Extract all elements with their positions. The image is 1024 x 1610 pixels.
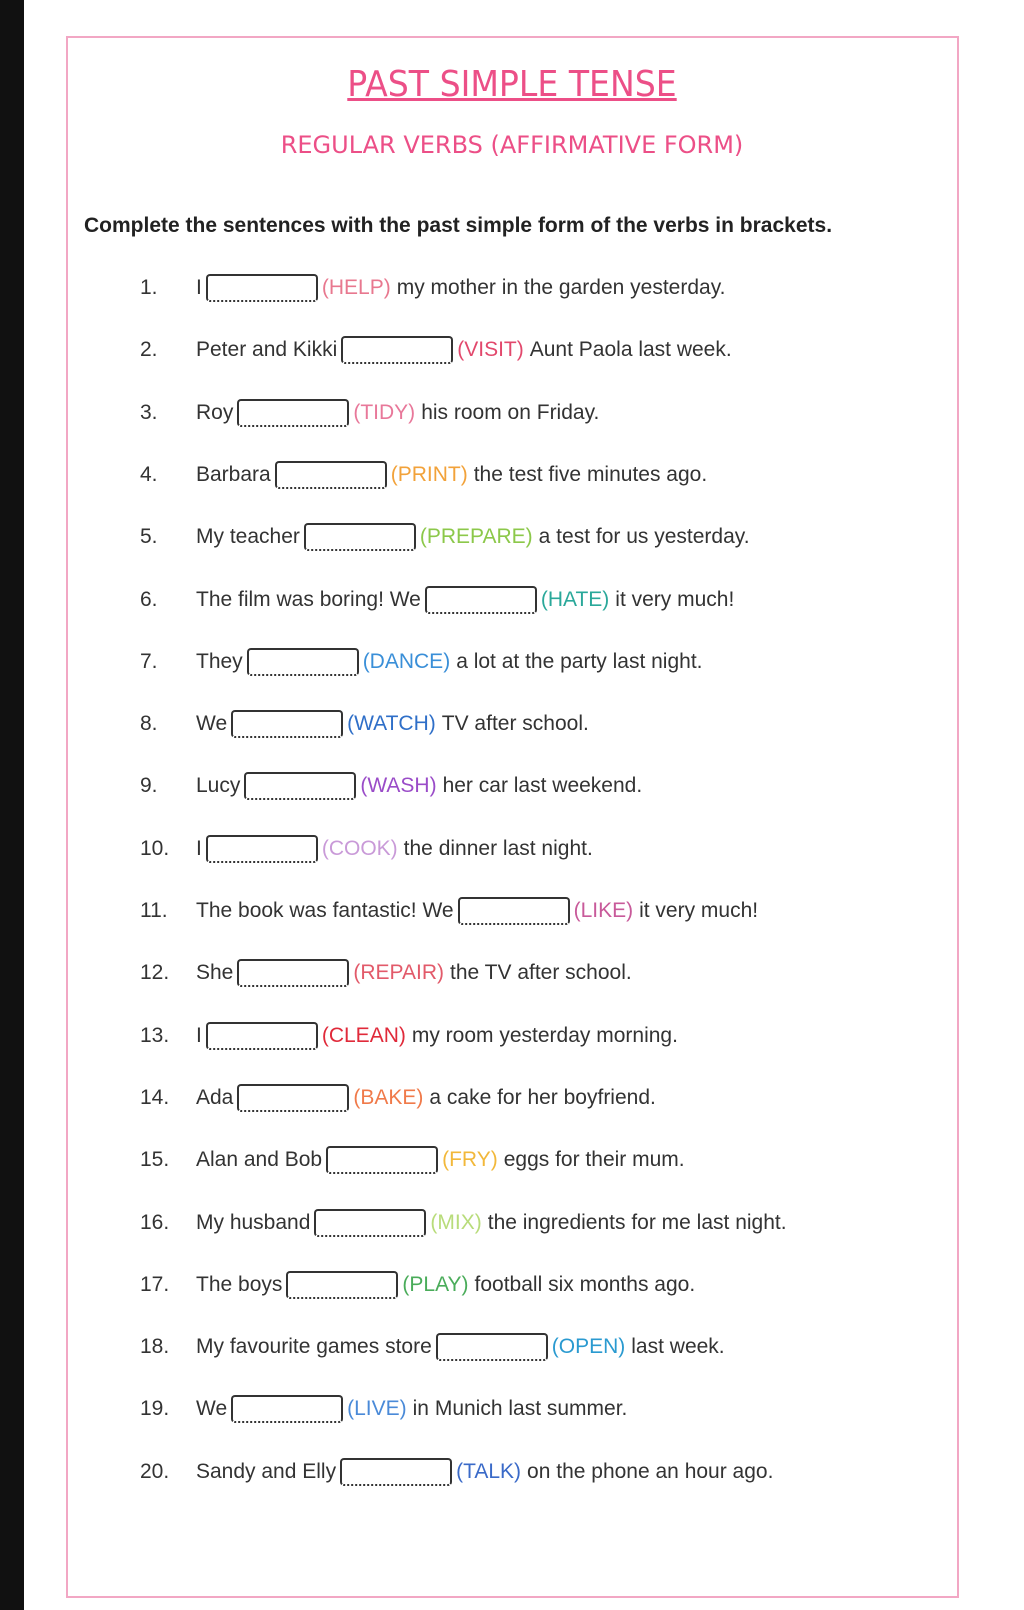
sentence-start: The book was fantastic! We: [196, 899, 454, 922]
verb-in-brackets: (PRINT): [390, 462, 468, 486]
verb-in-brackets: (BAKE): [353, 1085, 424, 1109]
sentence-start: Barbara: [196, 462, 271, 486]
answer-box[interactable]: [458, 897, 570, 925]
sentence-end: it very much!: [639, 899, 759, 922]
verb-in-brackets: (TIDY): [353, 400, 416, 424]
answer-box[interactable]: [341, 336, 453, 364]
answer-box[interactable]: [436, 1333, 548, 1361]
verb-in-brackets: (LIVE): [347, 1397, 407, 1421]
item-number: 12.: [140, 961, 170, 985]
sentence-end: the dinner last night.: [403, 836, 593, 860]
sentence-start: I: [196, 836, 202, 860]
verb-in-brackets: (COOK): [321, 836, 398, 860]
sentence-end: football six months ago.: [474, 1272, 696, 1296]
sentence-end: my room yesterday morning.: [411, 1023, 678, 1047]
item-number: 20.: [140, 1459, 170, 1483]
item-number: 11.: [140, 899, 168, 922]
item-number: 4.: [140, 462, 158, 486]
item-number: 13.: [140, 1023, 170, 1047]
verb-in-brackets: (FRY): [442, 1148, 498, 1172]
exercise-item: [140, 1018, 970, 1054]
answer-box[interactable]: [237, 399, 349, 427]
sentence-start: My husband: [196, 1210, 311, 1234]
sentence-start: The boys: [196, 1272, 283, 1296]
item-number: 17.: [140, 1272, 170, 1296]
verb-in-brackets: (HELP): [321, 276, 391, 299]
answer-box[interactable]: [231, 1395, 343, 1423]
sentence-end: it very much!: [615, 587, 735, 611]
sentence-start: We: [196, 1397, 228, 1421]
exercise-item: [140, 270, 970, 306]
sentence-end: the TV after school.: [450, 961, 632, 985]
exercise-item: [140, 332, 970, 368]
sentence-end: last week.: [631, 1335, 725, 1359]
sentence-start: She: [196, 961, 234, 985]
sentence-start: My teacher: [196, 525, 300, 549]
verb-in-brackets: (VISIT): [457, 338, 524, 362]
exercise-item: [140, 457, 970, 493]
item-number: 14.: [140, 1085, 170, 1109]
exercise-item: [140, 519, 970, 555]
answer-box[interactable]: [244, 772, 356, 800]
exercise-item: [140, 644, 970, 680]
item-number: 6.: [140, 587, 158, 611]
sentence-start: Lucy: [196, 774, 241, 798]
instructions-text: Complete the sentences with the past simple form of the verbs in brackets.: [84, 214, 833, 237]
item-number: 15.: [140, 1148, 170, 1172]
sentence-start: My favourite games store: [196, 1335, 432, 1359]
sentence-end: my mother in the garden yesterday.: [396, 276, 726, 299]
sentence-end: the test five minutes ago.: [473, 462, 708, 486]
worksheet-title: PAST SIMPLE TENSE: [347, 64, 677, 105]
sentence-end: Aunt Paola last week.: [529, 338, 732, 362]
sentence-end: TV after school.: [441, 712, 589, 736]
sentence-end: a test for us yesterday.: [538, 525, 750, 549]
verb-in-brackets: (OPEN): [551, 1335, 626, 1359]
sentence-start: Alan and Bob: [196, 1148, 323, 1172]
item-number: 7.: [140, 649, 158, 673]
sentence-start: I: [196, 276, 202, 299]
exercise-item: [140, 395, 970, 431]
answer-box[interactable]: [340, 1458, 452, 1486]
sentence-end: in Munich last summer.: [412, 1397, 628, 1421]
answer-box[interactable]: [206, 835, 318, 863]
sentence-end: her car last weekend.: [442, 774, 643, 798]
sentence-start: We: [196, 712, 228, 736]
sentence-start: I: [196, 1023, 202, 1047]
answer-box[interactable]: [231, 710, 343, 738]
item-number: 3.: [140, 400, 158, 424]
exercise-item: [140, 1391, 970, 1427]
item-number: 9.: [140, 774, 158, 798]
sentence-end: eggs for their mum.: [503, 1148, 685, 1172]
verb-in-brackets: (REPAIR): [353, 961, 444, 985]
sentence-end: the ingredients for me last night.: [487, 1210, 787, 1234]
exercise-item: [140, 1142, 970, 1178]
exercise-item: [140, 706, 970, 742]
item-number: 16.: [140, 1210, 170, 1234]
exercise-item: [140, 1454, 970, 1490]
item-number: 8.: [140, 712, 158, 736]
sentence-start: The film was boring! We: [196, 587, 421, 611]
item-number: 18.: [140, 1335, 170, 1359]
item-number: 10.: [140, 836, 170, 860]
exercise-item: [140, 1080, 970, 1116]
answer-box[interactable]: [206, 1022, 318, 1050]
sentence-start: Roy: [196, 400, 234, 424]
verb-in-brackets: (MIX): [430, 1210, 482, 1234]
verb-in-brackets: (DANCE): [362, 649, 451, 673]
sentence-end: on the phone an hour ago.: [527, 1459, 774, 1483]
answer-box[interactable]: [247, 648, 359, 676]
verb-in-brackets: (PREPARE): [419, 525, 533, 549]
verb-in-brackets: (CLEAN): [321, 1023, 406, 1047]
item-number: 1.: [140, 276, 158, 299]
verb-in-brackets: (WATCH): [347, 712, 436, 736]
worksheet-subtitle: REGULAR VERBS (AFFIRMATIVE FORM): [280, 131, 744, 159]
sentence-start: Ada: [196, 1085, 234, 1109]
verb-in-brackets: (TALK): [456, 1459, 522, 1483]
sentence-start: They: [196, 649, 243, 673]
exercise-item: [140, 1267, 970, 1303]
answer-box[interactable]: [237, 959, 349, 987]
exercise-item: [140, 582, 970, 618]
answer-box[interactable]: [206, 274, 318, 302]
answer-box[interactable]: [237, 1084, 349, 1112]
item-number: 5.: [140, 525, 158, 549]
sentence-start: Peter and Kikki: [196, 338, 338, 362]
sentence-end: his room on Friday.: [421, 400, 600, 424]
verb-in-brackets: (LIKE): [573, 899, 634, 922]
verb-in-brackets: (WASH): [360, 774, 437, 798]
answer-box[interactable]: [275, 461, 387, 489]
answer-box[interactable]: [314, 1209, 426, 1237]
exercise-item: [140, 1329, 970, 1365]
exercise-item: [140, 768, 970, 804]
exercise-item: [140, 893, 970, 929]
sentence-end: a cake for her boyfriend.: [429, 1085, 656, 1109]
answer-box[interactable]: [286, 1271, 398, 1299]
answer-box[interactable]: [425, 586, 537, 614]
verb-in-brackets: (PLAY): [402, 1272, 469, 1296]
answer-box[interactable]: [304, 523, 416, 551]
answer-box[interactable]: [326, 1146, 438, 1174]
exercise-item: [140, 955, 970, 991]
exercise-item: [140, 831, 970, 867]
sentence-end: a lot at the party last night.: [456, 649, 703, 673]
verb-in-brackets: (HATE): [540, 587, 610, 611]
sentence-start: Sandy and Elly: [196, 1459, 337, 1483]
item-number: 2.: [140, 338, 158, 362]
exercise-item: [140, 1205, 970, 1241]
item-number: 19.: [140, 1397, 170, 1421]
